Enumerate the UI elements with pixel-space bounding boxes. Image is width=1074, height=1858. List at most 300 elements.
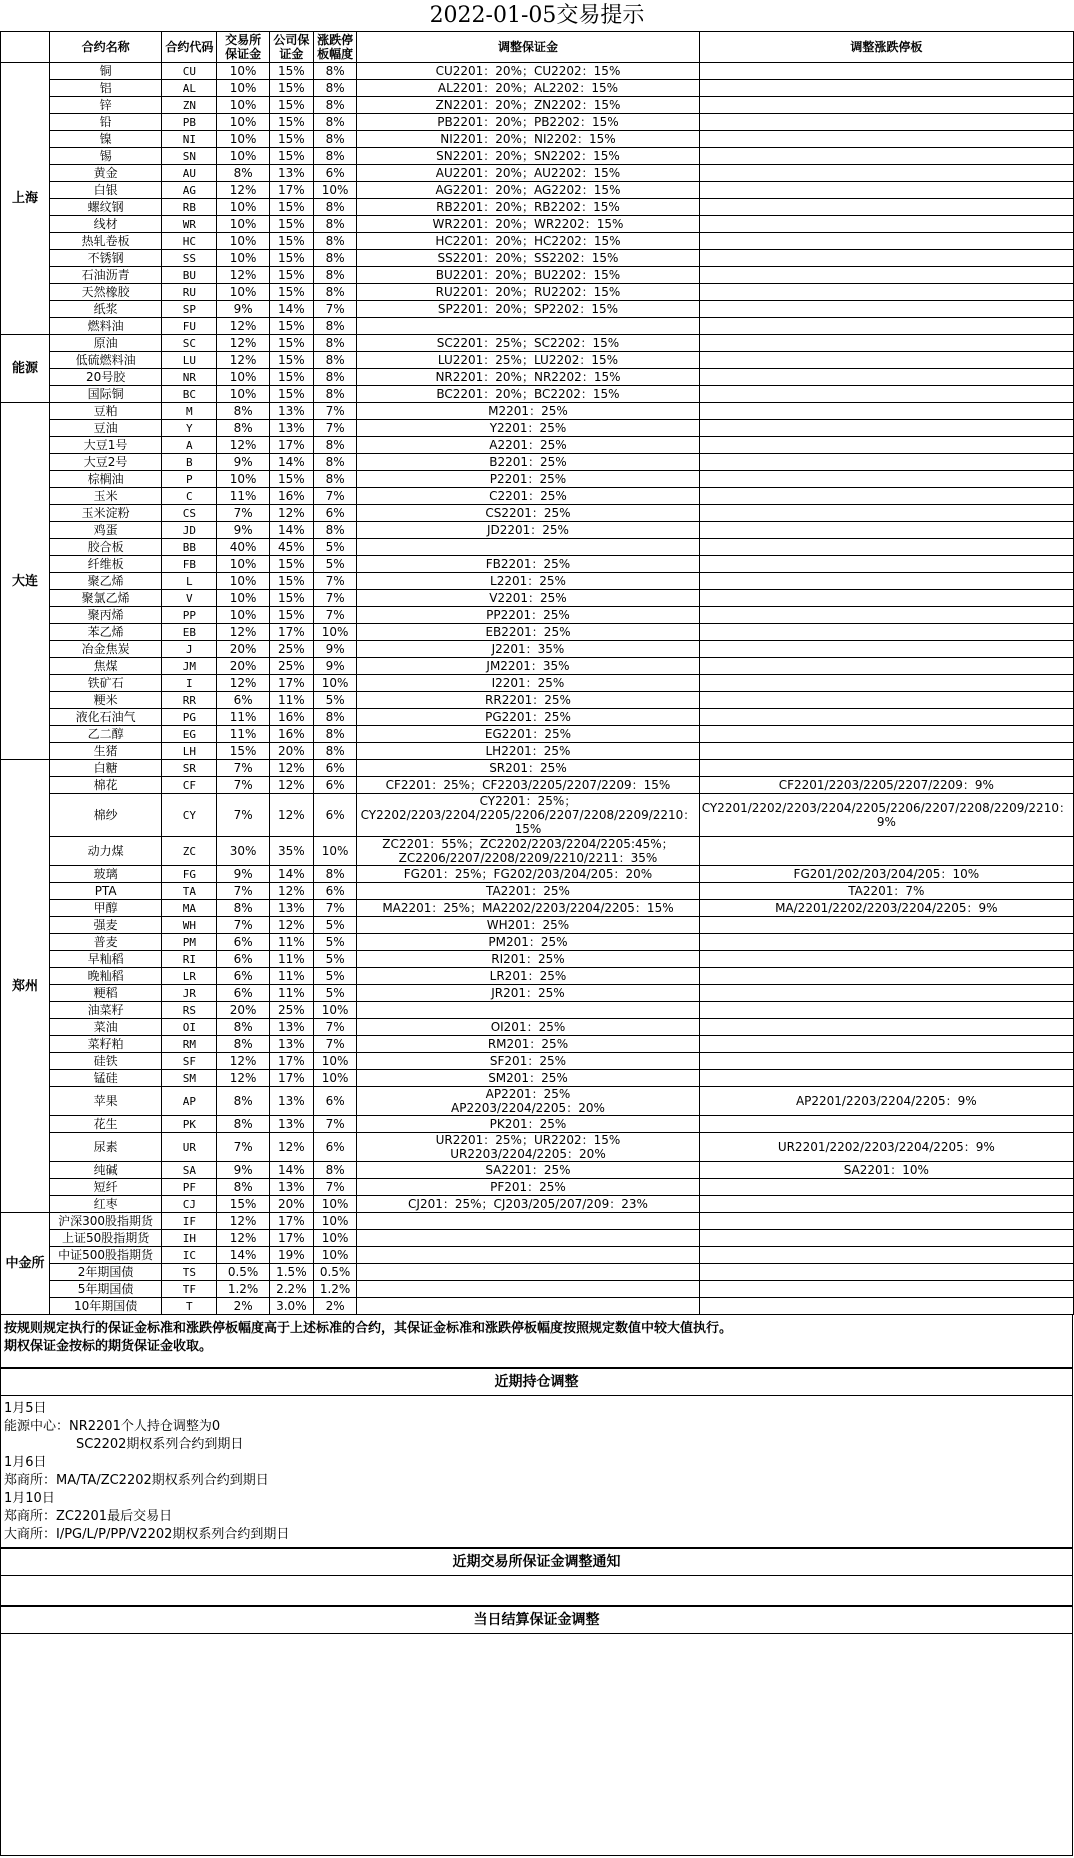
- price-limit: 7%: [313, 301, 356, 318]
- company-margin: 12%: [269, 883, 313, 900]
- adjusted-limit: [699, 403, 1073, 420]
- table-row: [1, 488, 1074, 505]
- table-row: [1, 318, 1074, 335]
- exchange-margin: 8%: [217, 420, 269, 437]
- contract-code: MA: [162, 900, 217, 917]
- company-margin: 35%: [269, 837, 313, 866]
- contract-name: 铅: [49, 114, 161, 131]
- adjusted-limit: [699, 590, 1073, 607]
- adjusted-margin: FB2201：25%: [357, 556, 699, 573]
- adjusted-limit: [699, 420, 1073, 437]
- contract-code: HC: [162, 233, 217, 250]
- adjusted-margin: V2201：25%: [357, 590, 699, 607]
- table-row: [1, 199, 1074, 216]
- header-adjusted-margin: 调整保证金: [357, 32, 699, 63]
- exchange-margin: 12%: [217, 318, 269, 335]
- adjusted-margin: AG2201：20%；AG2202：15%: [357, 182, 699, 199]
- exchange-margin: 10%: [217, 386, 269, 403]
- exchange-margin: 8%: [217, 1087, 269, 1116]
- adjusted-limit: [699, 985, 1073, 1002]
- price-limit: 7%: [313, 1036, 356, 1053]
- contract-code: RR: [162, 692, 217, 709]
- table-row: [1, 386, 1074, 403]
- contract-code: PF: [162, 1179, 217, 1196]
- exchange-margin: 15%: [217, 743, 269, 760]
- adjusted-margin: L2201：25%: [357, 573, 699, 590]
- contract-code: AU: [162, 165, 217, 182]
- region-label: 能源: [1, 335, 50, 403]
- table-row: [1, 1087, 1074, 1116]
- adjusted-limit: MA/2201/2202/2203/2204/2205：9%: [699, 900, 1073, 917]
- company-margin: 13%: [269, 1019, 313, 1036]
- contract-code: L: [162, 573, 217, 590]
- adjusted-limit: [699, 1196, 1073, 1213]
- position-line: 大商所：I/PG/L/P/PP/V2202期权系列合约到期日: [4, 1527, 290, 1542]
- contract-code: OI: [162, 1019, 217, 1036]
- contract-name: 尿素: [49, 1133, 161, 1162]
- adjusted-margin: LH2201：25%: [357, 743, 699, 760]
- price-limit: 5%: [313, 985, 356, 1002]
- adjusted-limit: [699, 199, 1073, 216]
- price-limit: 8%: [313, 216, 356, 233]
- adjusted-limit: [699, 556, 1073, 573]
- company-margin: 15%: [269, 386, 313, 403]
- price-limit: 10%: [313, 1196, 356, 1213]
- adjusted-limit: CF2201/2203/2205/2207/2209：9%: [699, 777, 1073, 794]
- adjusted-limit: [699, 837, 1073, 866]
- price-limit: 2%: [313, 1298, 356, 1315]
- adjusted-limit: [699, 505, 1073, 522]
- exchange-margin: 7%: [217, 777, 269, 794]
- contract-code: RS: [162, 1002, 217, 1019]
- adjusted-margin: A2201：25%: [357, 437, 699, 454]
- table-row: [1, 1281, 1074, 1298]
- header-adjusted-limit: 调整涨跌停板: [699, 32, 1073, 63]
- adjusted-margin: SN2201：20%；SN2202：15%: [357, 148, 699, 165]
- contract-name: 铁矿石: [49, 675, 161, 692]
- header-limit: 涨跌停板幅度: [313, 32, 356, 63]
- adjusted-limit: [699, 1264, 1073, 1281]
- company-margin: 15%: [269, 556, 313, 573]
- adjusted-limit: [699, 1247, 1073, 1264]
- adjusted-margin: RB2201：20%；RB2202：15%: [357, 199, 699, 216]
- exchange-margin: 12%: [217, 335, 269, 352]
- contract-name: 10年期国债: [49, 1298, 161, 1315]
- price-limit: 8%: [313, 386, 356, 403]
- adjusted-limit: [699, 675, 1073, 692]
- adjusted-margin: [357, 1247, 699, 1264]
- price-limit: 8%: [313, 471, 356, 488]
- exchange-margin: 12%: [217, 1053, 269, 1070]
- adjusted-limit: CY2201/2202/2203/2204/2205/2206/2207/2208/2209/2210：9%: [699, 794, 1073, 837]
- price-limit: 7%: [313, 1179, 356, 1196]
- exchange-margin: 0.5%: [217, 1264, 269, 1281]
- price-limit: 8%: [313, 522, 356, 539]
- company-margin: 14%: [269, 1162, 313, 1179]
- price-limit: 7%: [313, 1116, 356, 1133]
- contract-name: 棉花: [49, 777, 161, 794]
- company-margin: 12%: [269, 505, 313, 522]
- position-line: 1月5日: [4, 1401, 47, 1416]
- price-limit: 7%: [313, 590, 356, 607]
- adjusted-margin: EB2201：25%: [357, 624, 699, 641]
- table-row: [1, 1116, 1074, 1133]
- table-row: [1, 352, 1074, 369]
- company-margin: 16%: [269, 488, 313, 505]
- company-margin: 15%: [269, 131, 313, 148]
- adjusted-margin: [357, 539, 699, 556]
- adjusted-margin: [357, 318, 699, 335]
- rules-note: [0, 1314, 1073, 1368]
- table-row: [1, 607, 1074, 624]
- position-line: 能源中心：NR2201个人持仓调整为0: [4, 1419, 221, 1434]
- contract-name: 螺纹钢: [49, 199, 161, 216]
- adjusted-limit: [699, 917, 1073, 934]
- contract-name: 5年期国债: [49, 1281, 161, 1298]
- contract-code: IC: [162, 1247, 217, 1264]
- adjusted-margin: PF201：25%: [357, 1179, 699, 1196]
- company-margin: 1.5%: [269, 1264, 313, 1281]
- price-limit: 10%: [313, 624, 356, 641]
- contract-name: 纯碱: [49, 1162, 161, 1179]
- contract-code: A: [162, 437, 217, 454]
- adjusted-margin: CU2201：20%；CU2202：15%: [357, 63, 699, 80]
- contract-name: 生猪: [49, 743, 161, 760]
- company-margin: 15%: [269, 114, 313, 131]
- price-limit: 6%: [313, 794, 356, 837]
- adjusted-limit: [699, 624, 1073, 641]
- adjusted-margin: TA2201：25%: [357, 883, 699, 900]
- exchange-margin: 8%: [217, 1036, 269, 1053]
- table-row: [1, 837, 1074, 866]
- price-limit: 5%: [313, 539, 356, 556]
- adjusted-margin: CY2201：25%； CY2202/2203/2204/2205/2206/2207/2208/2209/2210：15%: [357, 794, 699, 837]
- exchange-margin: 14%: [217, 1247, 269, 1264]
- company-margin: 15%: [269, 318, 313, 335]
- adjusted-limit: [699, 1213, 1073, 1230]
- contract-name: 玉米: [49, 488, 161, 505]
- price-limit: 10%: [313, 1002, 356, 1019]
- contract-code: RM: [162, 1036, 217, 1053]
- contract-code: SR: [162, 760, 217, 777]
- price-limit: 7%: [313, 420, 356, 437]
- price-limit: 8%: [313, 97, 356, 114]
- contract-code: JD: [162, 522, 217, 539]
- price-limit: 0.5%: [313, 1264, 356, 1281]
- price-limit: 9%: [313, 658, 356, 675]
- table-row: [1, 866, 1074, 883]
- exchange-notice-body: [0, 1576, 1073, 1606]
- exchange-margin: 6%: [217, 951, 269, 968]
- price-limit: 10%: [313, 1247, 356, 1264]
- adjusted-margin: SF201：25%: [357, 1053, 699, 1070]
- exchange-margin: 10%: [217, 233, 269, 250]
- price-limit: 8%: [313, 743, 356, 760]
- contract-code: I: [162, 675, 217, 692]
- company-margin: 17%: [269, 624, 313, 641]
- contract-name: 粳米: [49, 692, 161, 709]
- contract-code: PM: [162, 934, 217, 951]
- company-margin: 15%: [269, 63, 313, 80]
- contract-code: NI: [162, 131, 217, 148]
- adjusted-limit: [699, 1002, 1073, 1019]
- adjusted-margin: JR201：25%: [357, 985, 699, 1002]
- exchange-margin: 10%: [217, 80, 269, 97]
- contract-name: 热轧卷板: [49, 233, 161, 250]
- exchange-margin: 10%: [217, 250, 269, 267]
- contract-code: RU: [162, 284, 217, 301]
- page-title: 2022-01-05交易提示: [429, 3, 645, 28]
- price-limit: 10%: [313, 1070, 356, 1087]
- company-margin: 16%: [269, 726, 313, 743]
- contract-code: ZN: [162, 97, 217, 114]
- company-margin: 13%: [269, 1036, 313, 1053]
- contract-name: 线材: [49, 216, 161, 233]
- adjusted-limit: [699, 233, 1073, 250]
- company-margin: 15%: [269, 590, 313, 607]
- company-margin: 17%: [269, 1230, 313, 1247]
- table-row: [1, 641, 1074, 658]
- table-row: [1, 114, 1074, 131]
- contract-name: 豆粕: [49, 403, 161, 420]
- adjusted-margin: J2201：35%: [357, 641, 699, 658]
- adjusted-margin: RU2201：20%；RU2202：15%: [357, 284, 699, 301]
- table-row: [1, 556, 1074, 573]
- company-margin: 25%: [269, 658, 313, 675]
- adjusted-limit: [699, 1070, 1073, 1087]
- table-row: [1, 658, 1074, 675]
- contract-code: TA: [162, 883, 217, 900]
- table-row: [1, 148, 1074, 165]
- exchange-margin: 11%: [217, 726, 269, 743]
- company-margin: 3.0%: [269, 1298, 313, 1315]
- position-adjustment-title: 近期持仓调整: [0, 1368, 1073, 1396]
- adjusted-limit: [699, 318, 1073, 335]
- contract-code: FB: [162, 556, 217, 573]
- table-row: [1, 233, 1074, 250]
- adjusted-limit: [699, 1116, 1073, 1133]
- contract-name: 甲醇: [49, 900, 161, 917]
- price-limit: 8%: [313, 80, 356, 97]
- adjusted-limit: [699, 951, 1073, 968]
- adjusted-limit: AP2201/2203/2204/2205：9%: [699, 1087, 1073, 1116]
- settlement-body: [0, 1634, 1073, 1856]
- contract-code: CY: [162, 794, 217, 837]
- exchange-margin: 10%: [217, 63, 269, 80]
- table-row: [1, 1179, 1074, 1196]
- adjusted-margin: B2201：25%: [357, 454, 699, 471]
- company-margin: 19%: [269, 1247, 313, 1264]
- table-row: [1, 917, 1074, 934]
- position-line: 郑商所：ZC2201最后交易日: [4, 1509, 173, 1524]
- exchange-margin: 10%: [217, 556, 269, 573]
- table-row: [1, 726, 1074, 743]
- adjusted-limit: [699, 131, 1073, 148]
- company-margin: 15%: [269, 284, 313, 301]
- table-row: [1, 1036, 1074, 1053]
- adjusted-margin: SA2201：25%: [357, 1162, 699, 1179]
- price-limit: 5%: [313, 951, 356, 968]
- company-margin: 13%: [269, 900, 313, 917]
- adjusted-margin: JD2201：25%: [357, 522, 699, 539]
- table-row: [1, 216, 1074, 233]
- contract-code: SP: [162, 301, 217, 318]
- contract-name: 沪深300股指期货: [49, 1213, 161, 1230]
- rules-note-line1: 按规则规定执行的保证金标准和涨跌停板幅度高于上述标准的合约，其保证金标准和涨跌停板幅度按照规定数值中较大值执行。: [4, 1321, 733, 1336]
- price-limit: 7%: [313, 607, 356, 624]
- price-limit: 8%: [313, 233, 356, 250]
- settlement-title: 当日结算保证金调整: [0, 1606, 1073, 1634]
- adjusted-margin: PM201：25%: [357, 934, 699, 951]
- company-margin: 17%: [269, 182, 313, 199]
- exchange-margin: 6%: [217, 934, 269, 951]
- exchange-margin: 11%: [217, 709, 269, 726]
- contract-name: 原油: [49, 335, 161, 352]
- exchange-margin: 10%: [217, 573, 269, 590]
- contract-name: 玉米淀粉: [49, 505, 161, 522]
- exchange-margin: 10%: [217, 607, 269, 624]
- company-margin: 11%: [269, 934, 313, 951]
- table-row: [1, 692, 1074, 709]
- exchange-margin: 12%: [217, 1070, 269, 1087]
- contract-name: 棉纱: [49, 794, 161, 837]
- adjusted-limit: [699, 607, 1073, 624]
- exchange-margin: 8%: [217, 1179, 269, 1196]
- contract-code: CU: [162, 63, 217, 80]
- price-limit: 8%: [313, 709, 356, 726]
- contract-code: TS: [162, 1264, 217, 1281]
- adjusted-limit: [699, 267, 1073, 284]
- company-margin: 17%: [269, 1070, 313, 1087]
- adjusted-margin: CJ201：25%；CJ203/205/207/209：23%: [357, 1196, 699, 1213]
- table-row: [1, 1162, 1074, 1179]
- exchange-margin: 7%: [217, 505, 269, 522]
- adjusted-limit: [699, 454, 1073, 471]
- adjusted-limit: [699, 641, 1073, 658]
- contract-code: C: [162, 488, 217, 505]
- contract-code: IH: [162, 1230, 217, 1247]
- table-row: [1, 1247, 1074, 1264]
- price-limit: 6%: [313, 777, 356, 794]
- contract-code: Y: [162, 420, 217, 437]
- contract-name: 燃料油: [49, 318, 161, 335]
- adjusted-limit: [699, 934, 1073, 951]
- table-row: [1, 951, 1074, 968]
- table-row: [1, 1264, 1074, 1281]
- adjusted-limit: [699, 471, 1073, 488]
- price-limit: 10%: [313, 837, 356, 866]
- price-limit: 6%: [313, 1087, 356, 1116]
- company-margin: 12%: [269, 794, 313, 837]
- price-limit: 8%: [313, 369, 356, 386]
- contract-name: 聚氯乙烯: [49, 590, 161, 607]
- adjusted-limit: TA2201：7%: [699, 883, 1073, 900]
- contract-code: LR: [162, 968, 217, 985]
- company-margin: 11%: [269, 968, 313, 985]
- price-limit: 8%: [313, 352, 356, 369]
- price-limit: 5%: [313, 556, 356, 573]
- contract-name: 锡: [49, 148, 161, 165]
- contract-name: 花生: [49, 1116, 161, 1133]
- contract-code: T: [162, 1298, 217, 1315]
- company-margin: 45%: [269, 539, 313, 556]
- contract-code: AL: [162, 80, 217, 97]
- company-margin: 15%: [269, 335, 313, 352]
- adjusted-margin: AP2201：25% AP2203/2204/2205：20%: [357, 1087, 699, 1116]
- adjusted-limit: FG201/202/203/204/205：10%: [699, 866, 1073, 883]
- adjusted-limit: [699, 182, 1073, 199]
- region-label: 大连: [1, 403, 50, 760]
- company-margin: 16%: [269, 709, 313, 726]
- price-limit: 7%: [313, 573, 356, 590]
- adjusted-margin: [357, 1298, 699, 1315]
- contract-name: 短纤: [49, 1179, 161, 1196]
- exchange-margin: 9%: [217, 454, 269, 471]
- adjusted-margin: PG2201：25%: [357, 709, 699, 726]
- company-margin: 15%: [269, 216, 313, 233]
- price-limit: 10%: [313, 1053, 356, 1070]
- adjusted-margin: SC2201：25%；SC2202：15%: [357, 335, 699, 352]
- contract-code: JR: [162, 985, 217, 1002]
- header-exchange-margin: 交易所保证金: [217, 32, 269, 63]
- table-row: [1, 1298, 1074, 1315]
- adjusted-limit: [699, 386, 1073, 403]
- exchange-margin: 10%: [217, 114, 269, 131]
- price-limit: 1.2%: [313, 1281, 356, 1298]
- price-limit: 6%: [313, 883, 356, 900]
- company-margin: 2.2%: [269, 1281, 313, 1298]
- price-limit: 6%: [313, 1133, 356, 1162]
- exchange-margin: 20%: [217, 1002, 269, 1019]
- header-company-margin: 公司保证金: [269, 32, 313, 63]
- contract-name: 鸡蛋: [49, 522, 161, 539]
- contract-name: 普麦: [49, 934, 161, 951]
- adjusted-margin: RI201：25%: [357, 951, 699, 968]
- company-margin: 11%: [269, 951, 313, 968]
- exchange-margin: 11%: [217, 488, 269, 505]
- contract-code: RI: [162, 951, 217, 968]
- adjusted-margin: AL2201：20%；AL2202：15%: [357, 80, 699, 97]
- contract-code: CJ: [162, 1196, 217, 1213]
- adjusted-margin: [357, 1230, 699, 1247]
- adjusted-margin: AU2201：20%；AU2202：15%: [357, 165, 699, 182]
- table-row: [1, 709, 1074, 726]
- company-margin: 14%: [269, 301, 313, 318]
- contract-code: JM: [162, 658, 217, 675]
- price-limit: 8%: [313, 267, 356, 284]
- adjusted-limit: [699, 165, 1073, 182]
- contract-code: ZC: [162, 837, 217, 866]
- price-limit: 8%: [313, 335, 356, 352]
- header-region: [1, 32, 50, 63]
- exchange-margin: 6%: [217, 692, 269, 709]
- contract-code: LU: [162, 352, 217, 369]
- exchange-margin: 8%: [217, 403, 269, 420]
- price-limit: 7%: [313, 900, 356, 917]
- price-limit: 6%: [313, 505, 356, 522]
- adjusted-limit: [699, 1019, 1073, 1036]
- price-limit: 9%: [313, 641, 356, 658]
- company-margin: 15%: [269, 199, 313, 216]
- adjusted-margin: LU2201：25%；LU2202：15%: [357, 352, 699, 369]
- table-row: [1, 1070, 1074, 1087]
- contract-name: 铜: [49, 63, 161, 80]
- adjusted-margin: JM2201：35%: [357, 658, 699, 675]
- adjusted-limit: [699, 216, 1073, 233]
- contract-name: 锰硅: [49, 1070, 161, 1087]
- adjusted-margin: SM201：25%: [357, 1070, 699, 1087]
- contract-name: 棕榈油: [49, 471, 161, 488]
